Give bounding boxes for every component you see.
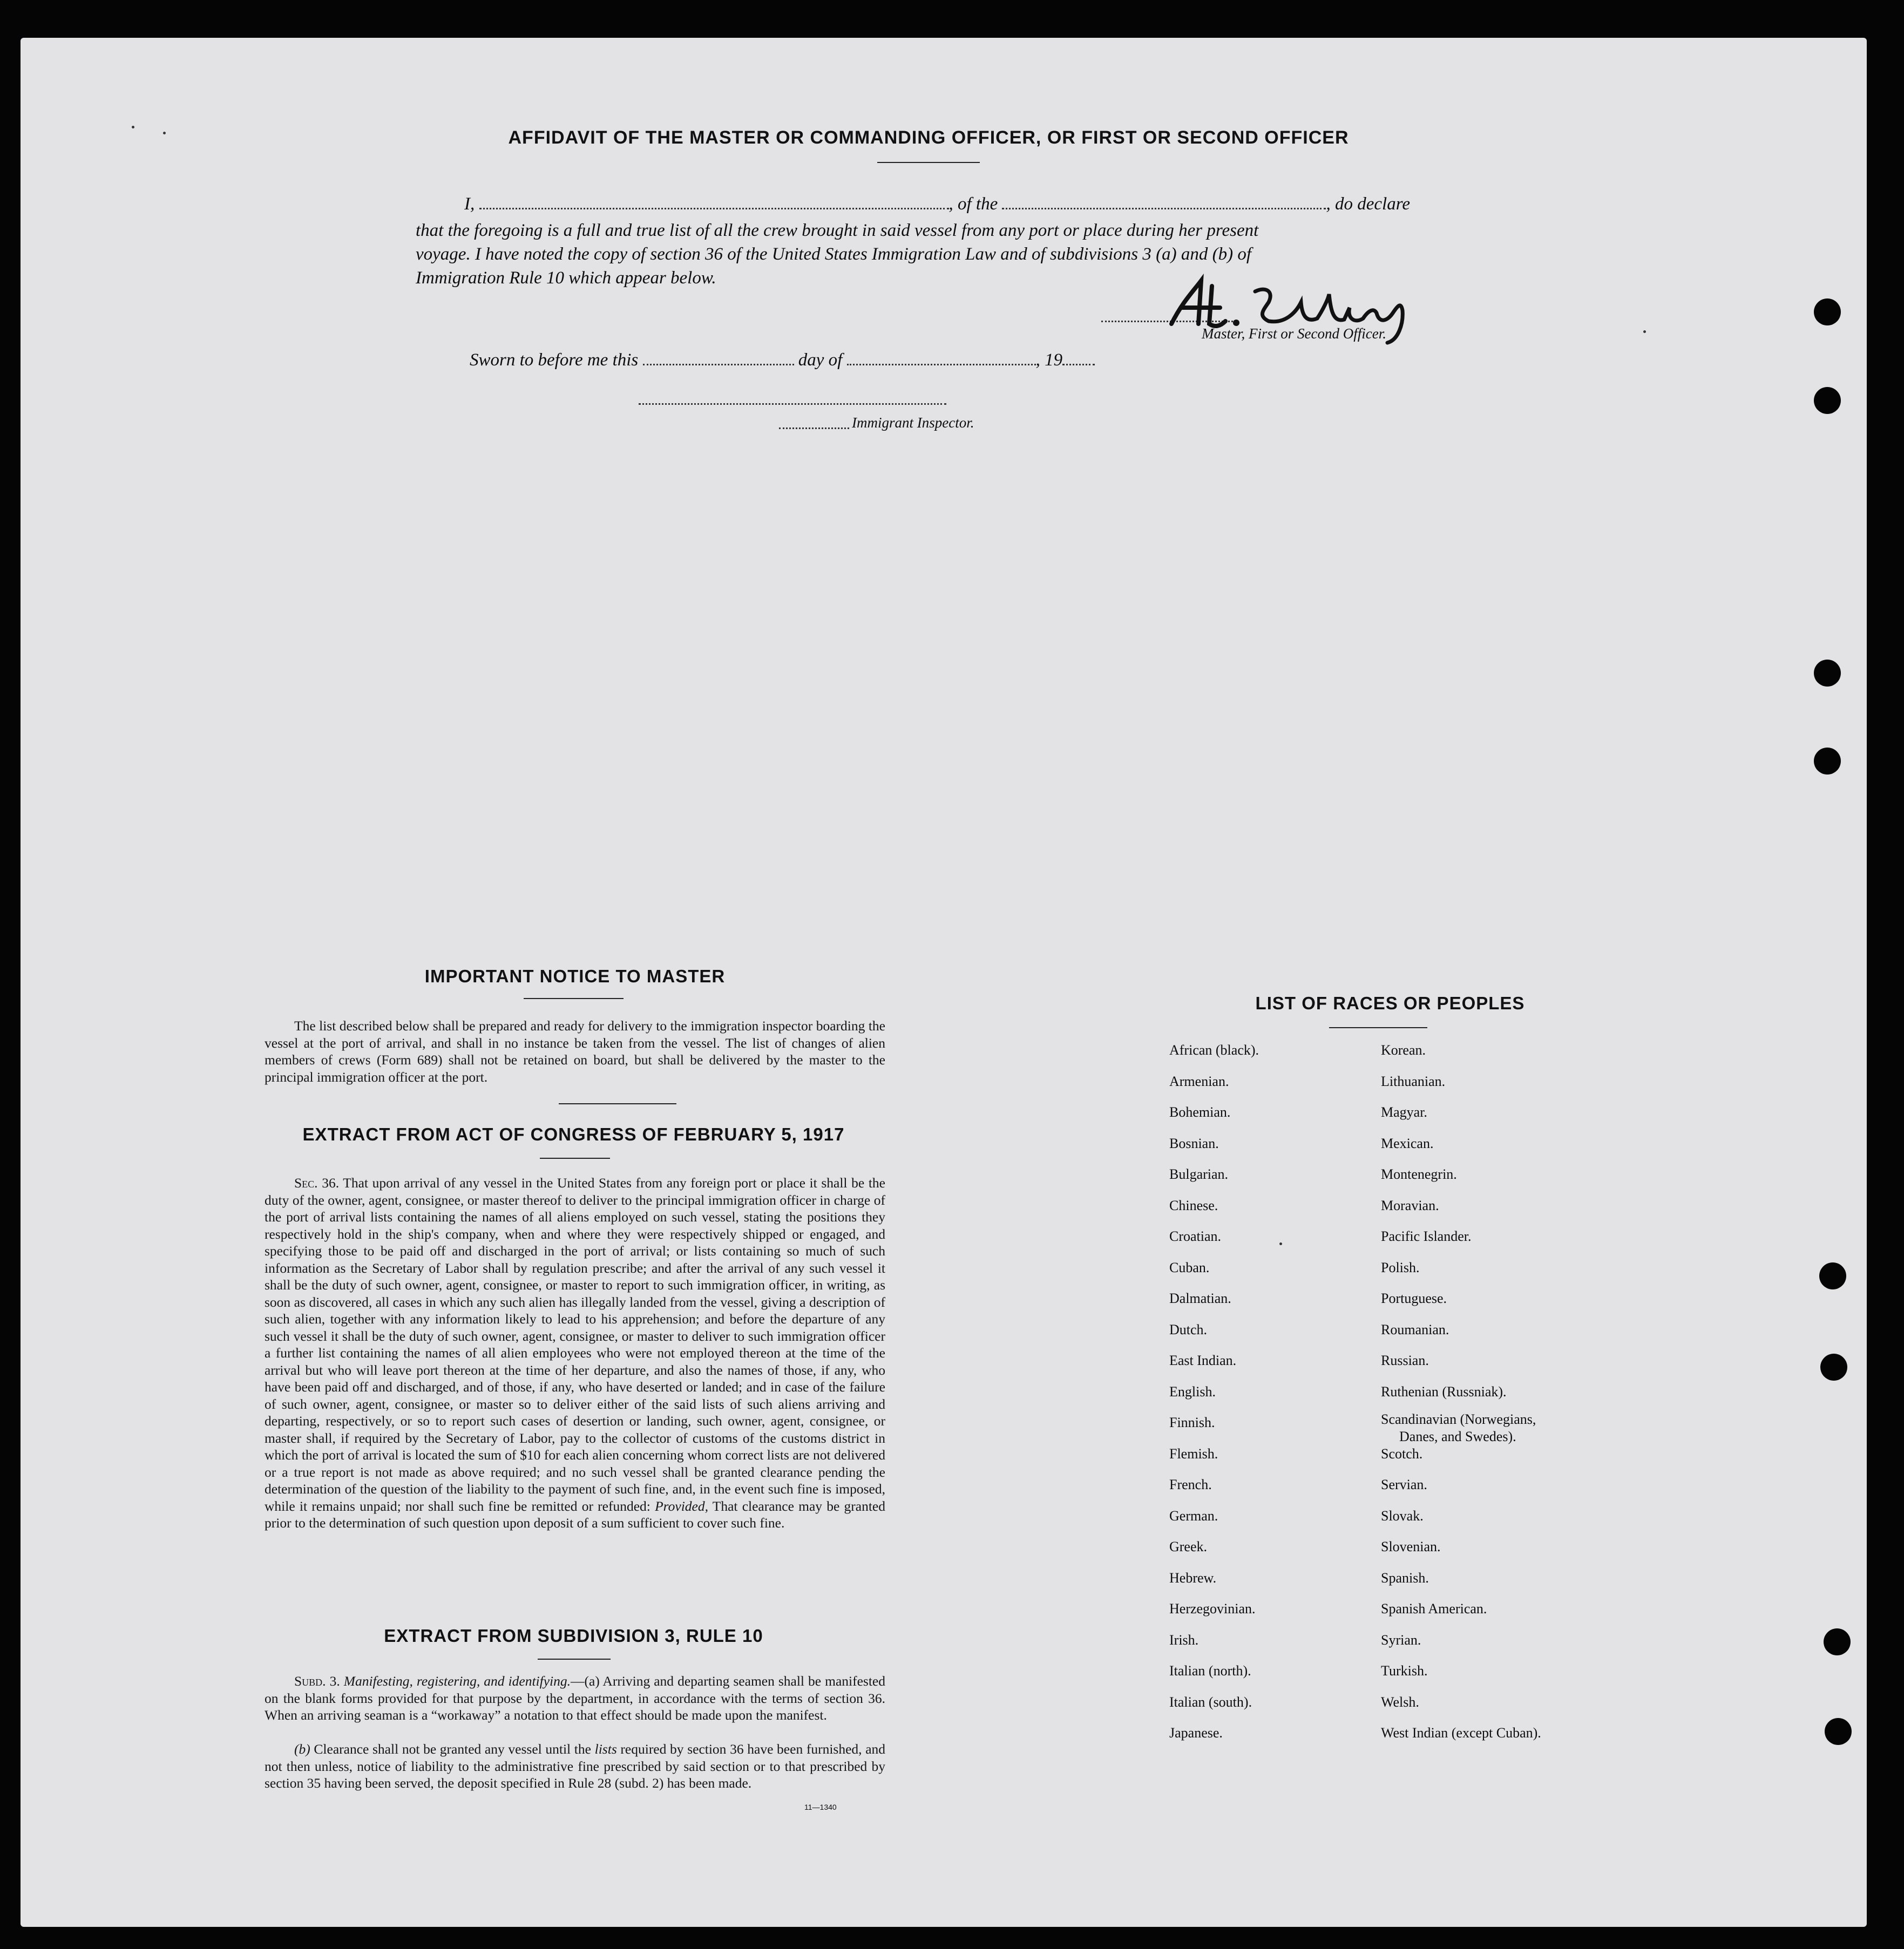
race-item: Irish. xyxy=(1169,1632,1199,1648)
race-item: Italian (south). xyxy=(1169,1694,1252,1710)
race-item: Cuban. xyxy=(1169,1259,1210,1275)
subdivision-a-text xyxy=(265,1673,885,1724)
subdivision-b-lists: lists xyxy=(594,1741,617,1757)
sworn-line xyxy=(470,348,1095,372)
race-item: Ruthenian (Russniak). xyxy=(1381,1383,1507,1400)
race-item: Slovak. xyxy=(1381,1507,1424,1524)
section-label: Sec. 36. xyxy=(294,1175,340,1191)
affidavit-line-2: that the foregoing is a full and true list of all the crew brought in said vessel from any port or place during her present xyxy=(416,221,1259,240)
race-item: Magyar. xyxy=(1381,1104,1427,1120)
race-item-continuation: Danes, and Swedes). xyxy=(1399,1429,1516,1444)
race-item: Polish. xyxy=(1381,1259,1420,1275)
speck xyxy=(163,132,166,134)
race-item: Russian. xyxy=(1381,1353,1429,1368)
subdivision-b-body-2: required by section 36 have been furnished, and not then unless, notice of liability to the administrative fine prescribed by said section or to that prescribed by section 35 having been served, the deposit specified in Rule 28 (subd. 2) has been made. xyxy=(265,1741,886,1791)
race-item: Finnish. xyxy=(1169,1415,1215,1430)
race-item: Montenegrin. xyxy=(1381,1166,1457,1182)
race-item: Italian (north). xyxy=(1169,1663,1251,1679)
notice-text: The list described below shall be prepared and ready for delivery to the immigration inspector boarding the vessel at the port of arrival, and shall in no instance be taken from the vessel. The list of changes of alien members of crews (Form 689) shall not be retained on board, but shall be delivered by the master to the principal immigration officer at the port. xyxy=(265,1018,885,1085)
binder-hole xyxy=(1819,1262,1846,1289)
binder-hole xyxy=(1825,1718,1852,1745)
subdivision-b-body-1: Clearance shall not be granted any vessel until the xyxy=(314,1741,591,1757)
sworn-day-blank xyxy=(643,364,794,365)
race-item: Lithuanian. xyxy=(1381,1073,1446,1089)
race-item: German. xyxy=(1169,1507,1218,1524)
speck xyxy=(1643,330,1646,333)
race-item: Turkish. xyxy=(1381,1663,1428,1679)
section-body-end: That clearance may be granted prior to the determination of such question upon deposit of a sum sufficient to cover such fine. xyxy=(265,1498,885,1531)
vessel-blank xyxy=(1002,208,1326,209)
binder-hole xyxy=(1814,387,1841,414)
form-number: 11—1340 xyxy=(804,1803,837,1811)
affidavit-line-4: Immigration Rule 10 which appear below. xyxy=(416,268,716,288)
affidavit-i: I, xyxy=(464,194,475,214)
race-item: Bosnian. xyxy=(1169,1135,1219,1151)
race-item: Spanish American. xyxy=(1381,1601,1487,1617)
sworn-day-of: day of xyxy=(798,350,843,370)
affidavit-of-the: , of the xyxy=(948,194,998,214)
sworn-prefix: Sworn to before me this xyxy=(470,350,639,370)
notice-title: IMPORTANT NOTICE TO MASTER xyxy=(424,966,726,986)
inspector-label-blank xyxy=(779,427,849,429)
race-item: Mexican. xyxy=(1381,1135,1434,1151)
affidavit-title-rule xyxy=(877,162,980,163)
race-item: Bulgarian. xyxy=(1169,1166,1229,1182)
race-item: Moravian. xyxy=(1381,1197,1439,1213)
affidavit-line-1 xyxy=(464,192,1410,216)
race-item: Herzegovinian. xyxy=(1169,1601,1256,1617)
race-item: Spanish. xyxy=(1381,1570,1429,1586)
race-item: West Indian (except Cuban). xyxy=(1381,1725,1541,1741)
race-item: Welsh. xyxy=(1381,1694,1419,1710)
race-item: Dutch. xyxy=(1169,1321,1208,1337)
inspector-label: Immigrant Inspector. xyxy=(852,415,974,431)
subdivision-heading: Manifesting, registering, and identifying. xyxy=(343,1673,571,1689)
sworn-year: , 19 xyxy=(1035,350,1063,370)
binder-hole xyxy=(1824,1628,1851,1655)
binder-hole xyxy=(1820,1354,1847,1381)
extract-subdivision-rule xyxy=(538,1659,611,1660)
race-item: French. xyxy=(1169,1477,1212,1492)
notice-title-rule xyxy=(524,998,624,999)
name-blank xyxy=(479,208,949,209)
sworn-month-blank xyxy=(847,364,1036,365)
race-item: East Indian. xyxy=(1169,1353,1237,1368)
races-title-rule xyxy=(1329,1027,1427,1028)
extract-act-title: EXTRACT FROM ACT OF CONGRESS OF FEBRUARY 5, 1917 xyxy=(302,1124,845,1144)
subdivision-a-label: —(a) xyxy=(570,1673,600,1689)
binder-hole xyxy=(1814,660,1841,687)
race-item: Roumanian. xyxy=(1381,1321,1449,1337)
sworn-year-blank xyxy=(1062,364,1095,365)
speck xyxy=(1279,1242,1282,1245)
race-item: Chinese. xyxy=(1169,1197,1218,1213)
extract-subdivision-title: EXTRACT FROM SUBDIVISION 3, RULE 10 xyxy=(384,1626,763,1646)
race-item: English. xyxy=(1169,1383,1216,1400)
races-title: LIST OF RACES OR PEOPLES xyxy=(1255,993,1525,1013)
subdivision-b-label: (b) xyxy=(294,1741,310,1757)
master-label: Master, First or Second Officer. xyxy=(1202,325,1386,342)
subdivision-a-body: Arriving and departing seamen shall be manifested on the blank forms provided for that purpose by the department, in accordance with the terms of section 36. When an arriving seaman is a “workaway” a notation to that effect should be made upon the manifest. xyxy=(265,1673,885,1723)
race-item: Korean. xyxy=(1381,1042,1426,1058)
notice-divider xyxy=(559,1103,676,1104)
section-36-text xyxy=(265,1174,885,1532)
race-item: Servian. xyxy=(1381,1477,1427,1492)
affidavit-title: AFFIDAVIT OF THE MASTER OR COMMANDING OFFICER, OR FIRST OR SECOND OFFICER xyxy=(508,127,1349,148)
binder-hole xyxy=(1814,748,1841,775)
inspector-signature-blank xyxy=(639,403,946,405)
race-item: Bohemian. xyxy=(1169,1104,1231,1120)
race-item: Greek. xyxy=(1169,1539,1208,1554)
race-item: Scotch. xyxy=(1381,1445,1423,1462)
race-item: Pacific Islander. xyxy=(1381,1228,1472,1244)
subdivision-label: Subd. 3. xyxy=(294,1673,340,1689)
race-item: Dalmatian. xyxy=(1169,1291,1231,1306)
race-item: Flemish. xyxy=(1169,1445,1218,1462)
race-item: Croatian. xyxy=(1169,1228,1222,1244)
race-item: Portuguese. xyxy=(1381,1291,1447,1306)
race-item: Armenian. xyxy=(1169,1073,1229,1089)
extract-act-rule xyxy=(540,1158,610,1159)
subdivision-b-text xyxy=(265,1741,885,1792)
section-body: That upon arrival of any vessel in the United States from any foreign port or place it shall be the duty of the owner, agent, consignee, or master thereof to deliver to the principal immigration officer in charge of the port of arrival lists containing the names of all aliens employed on such vessel, stating the positions they respectively hold in the ship's company, when and where they were respectively shipped or engaged, and specifying those to be paid off and discharged in the port of arrival; or lists containing so much of such information as the Secretary of Labor shall by regulation prescribe; and after the arrival of any such vessel it shall be the duty of such owner, agent, consignee, or master to report to such immigration officer, in writing, as soon as discovered, all cases in which any such alien has illegally landed from the vessel, giving a description of such alien, together with any information likely to lead to his apprehension; and before the departure of any such vessel it shall be the duty of such owner, agent, consignee, or master to deliver to such immigration officer a further list containing the names of all alien employees who were not employed thereon at the time of the arrival but who will leave port thereon at the time of her departure, and also the names of those, if any, who have been paid off and discharged, and of those, if any, who have deserted or landed; and in case of the failure of such owner, agent, consignee, or master so to deliver either of the said lists of such aliens arriving and departing, respectively, or so to report such cases of desertion or landing, such owner, agent, consignee, or master shall, if required by the Secretary of Labor, pay to the collector of customs of the customs district in which the port of arrival is located the sum of $10 for each alien concerning whom correct lists are not delivered or a true report is not made as above required; and no such vessel shall be granted clearance pending the determination of the question of the liability to the payment of such fine, and, in the event such fine is imposed, while it remains unpaid; nor shall such fine be remitted or refunded: xyxy=(265,1175,885,1514)
race-item: Slovenian. xyxy=(1381,1539,1441,1554)
speck xyxy=(132,126,134,128)
binder-hole xyxy=(1814,298,1841,325)
provided-word: Provided, xyxy=(655,1498,708,1514)
race-item: Hebrew. xyxy=(1169,1570,1217,1586)
race-item: Syrian. xyxy=(1381,1632,1421,1648)
race-item: Scandinavian (Norwegians, xyxy=(1381,1411,1536,1427)
affidavit-line-3: voyage. I have noted the copy of section 36 of the United States Immigration Law and of subdivisions 3 (a) and (b) of xyxy=(416,245,1252,264)
affidavit-declare: , do declare xyxy=(1326,194,1410,214)
race-item: Japanese. xyxy=(1169,1725,1223,1741)
race-item: African (black). xyxy=(1169,1042,1259,1058)
